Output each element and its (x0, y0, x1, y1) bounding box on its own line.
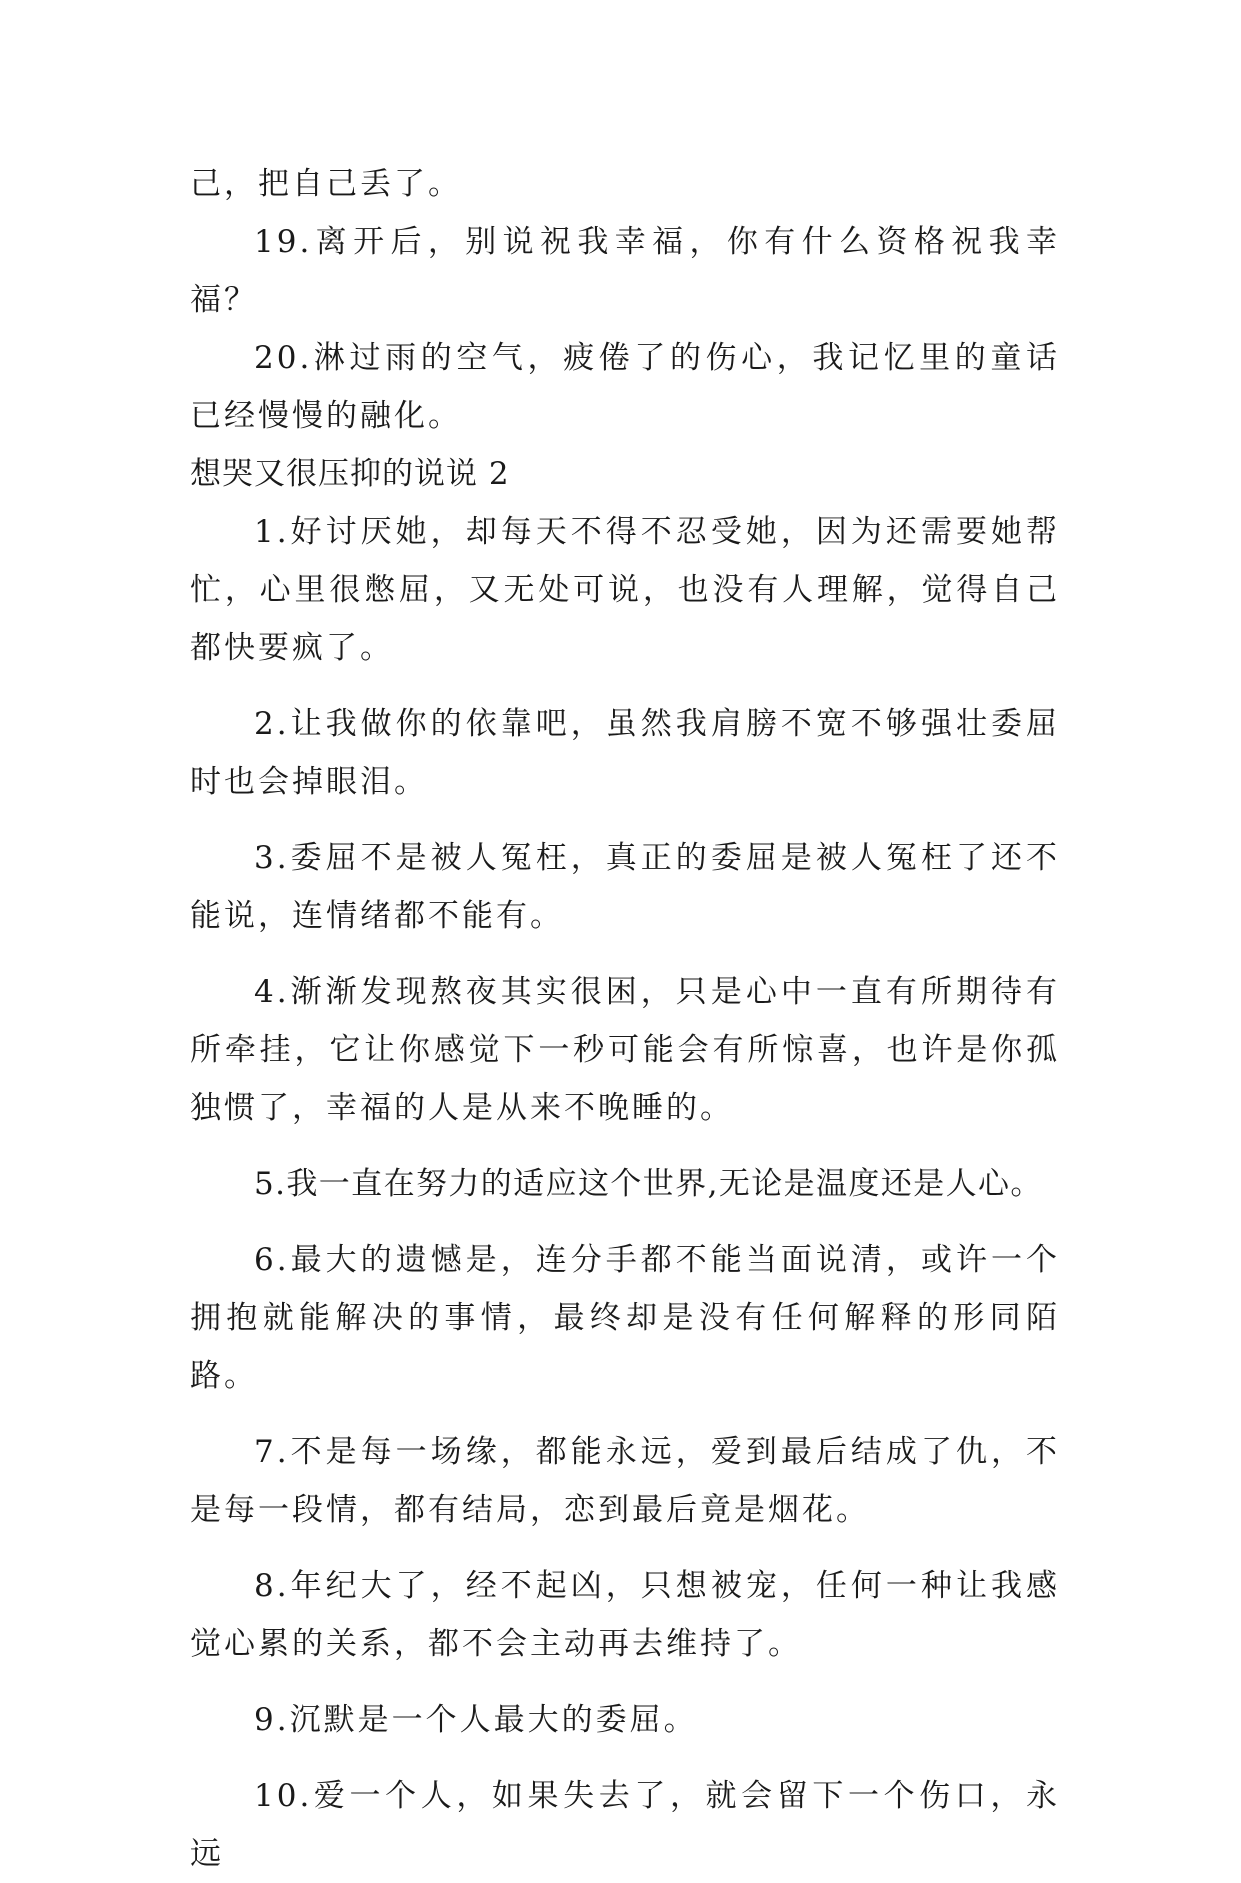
list-item: 19.离开后，别说祝我幸福，你有什么资格祝我幸福？ (190, 224, 1060, 318)
list-item: 3.委屈不是被人冤枉，真正的委屈是被人冤枉了还不能说，连情绪都不能有。 (190, 840, 1060, 934)
continuation-line: 己，把自己丢了。 (190, 166, 462, 202)
list-item: 5.我一直在努力的适应这个世界,无论是温度还是人心。 (254, 1166, 1043, 1202)
list-item: 9.沉默是一个人最大的委屈。 (254, 1702, 698, 1738)
section-title: 想哭又很压抑的说说 2 (190, 456, 510, 492)
list-item: 7.不是每一场缘，都能永远，爱到最后结成了仇，不是每一段情，都有结局，恋到最后竟是烟花。 (190, 1434, 1060, 1528)
list-item: 8.年纪大了，经不起凶，只想被宠，任何一种让我感觉心累的关系，都不会主动再去维持了。 (190, 1568, 1060, 1662)
list-item: 20.淋过雨的空气，疲倦了的伤心，我记忆里的童话已经慢慢的融化。 (190, 340, 1060, 434)
list-item: 2.让我做你的依靠吧，虽然我肩膀不宽不够强壮委屈时也会掉眼泪。 (190, 706, 1060, 800)
list-item: 10.爱一个人，如果失去了，就会留下一个伤口，永远 (190, 1778, 1060, 1872)
document-body (190, 155, 1060, 1883)
list-item: 1.好讨厌她，却每天不得不忍受她，因为还需要她帮忙，心里很憋屈，又无处可说，也没有人理解，觉得自己都快要疯了。 (190, 514, 1060, 666)
list-item: 6.最大的遗憾是，连分手都不能当面说清，或许一个拥抱就能解决的事情，最终却是没有任何解释的形同陌路。 (190, 1242, 1060, 1394)
list-item: 4.渐渐发现熬夜其实很困，只是心中一直有所期待有所牵挂，它让你感觉下一秒可能会有所惊喜，也许是你孤独惯了，幸福的人是从来不晚睡的。 (190, 974, 1060, 1126)
